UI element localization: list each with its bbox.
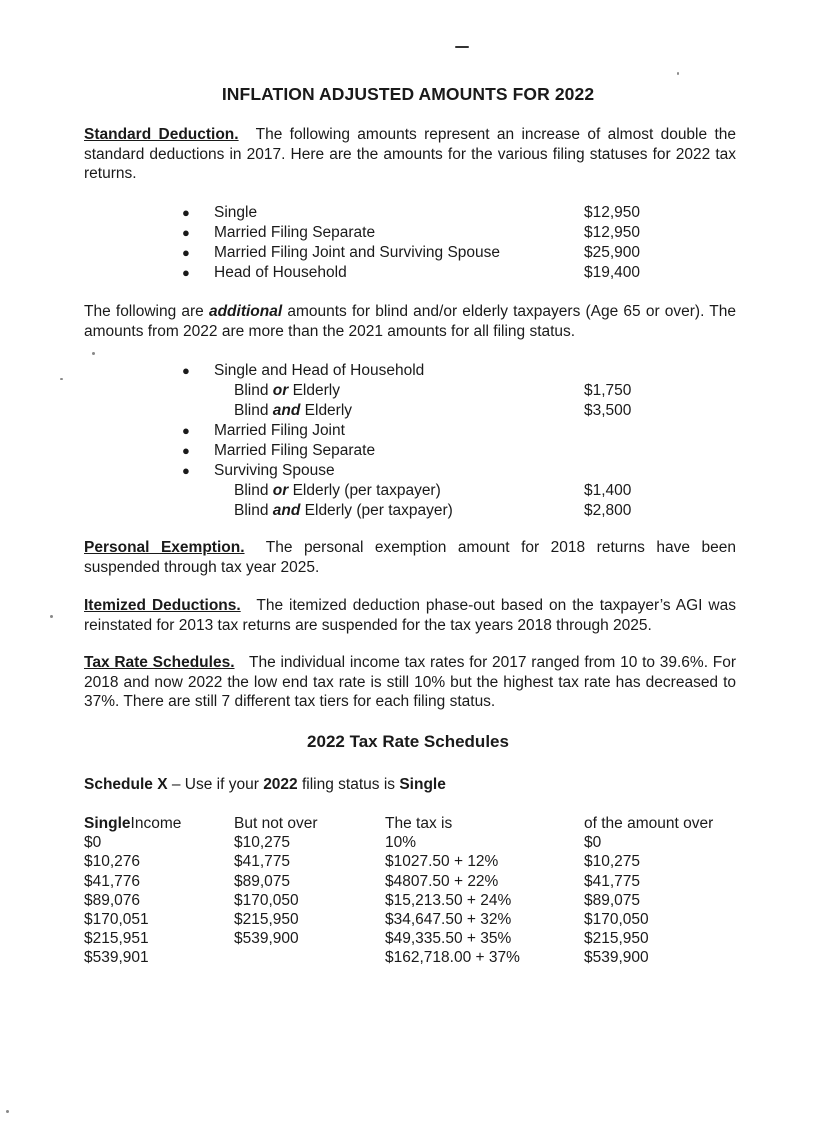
cell: $170,050: [234, 891, 299, 909]
schedule-subtitle: [84, 776, 446, 794]
tax-rate-schedules-heading: Tax Rate Schedules.: [84, 654, 235, 671]
header-but-not-over: But not over: [234, 815, 318, 832]
tax-rate-schedules-text: The individual income tax rates for 2017 ranged from 10 to 39.6%. For 2018 and now 2022 the low end tax rate is still 10% but the highest tax rate has decreased to 37%. There are still 7 different tax tiers for each filing status.: [84, 654, 737, 710]
bullet-icon: ●: [182, 265, 190, 280]
table-row: [84, 929, 744, 948]
sub-label: Blind or Elderly (per taxpayer): [234, 482, 441, 499]
tax-rate-table: [84, 814, 744, 968]
scan-artifact: [6, 1110, 9, 1113]
cell: $539,900: [584, 949, 649, 967]
sub-amount: $1,400: [584, 482, 632, 499]
cell: $539,901: [84, 949, 149, 967]
sub-label: Blind and Elderly: [234, 402, 353, 419]
cell: 10%: [385, 834, 417, 852]
cell: $215,951: [84, 930, 149, 948]
subtitle-status: Single: [399, 776, 446, 793]
subtitle-text: – Use if your: [167, 776, 264, 793]
cell: $10,275: [234, 834, 291, 852]
standard-deduction-list: [182, 203, 652, 283]
table-row: [84, 852, 744, 871]
cell: $10,275: [584, 853, 641, 871]
bullet-icon: ●: [182, 225, 190, 240]
sub-amount: $1,750: [584, 382, 632, 399]
scan-artifact: [60, 378, 63, 380]
bullet-icon: ●: [182, 463, 190, 478]
header-tax-is: The tax is: [385, 815, 453, 832]
subtitle-year: 2022: [263, 776, 298, 793]
personal-exemption-paragraph: [84, 538, 736, 577]
group-label: Married Filing Separate: [214, 442, 376, 459]
list-item: [182, 361, 652, 381]
sub-label: Blind or Elderly: [234, 382, 340, 399]
additional-text-before: The following are: [84, 303, 204, 320]
item-label: Married Filing Separate: [214, 224, 376, 241]
cell: $41,775: [234, 853, 291, 871]
table-header: [84, 814, 744, 833]
item-amount: $12,950: [584, 224, 641, 241]
itemized-deductions-text: The itemized deduction phase-out based on the taxpayer’s AGI was reinstated for 2013 tax returns are suspended for the tax years 2018 through 2025.: [84, 597, 736, 634]
cell: $15,213.50 + 24%: [385, 891, 512, 909]
bullet-icon: ●: [182, 245, 190, 260]
cell: $0: [584, 834, 602, 852]
header-amount-over: of the amount over: [584, 815, 714, 832]
list-item: [182, 421, 652, 441]
standard-deduction-text: The following amounts represent an increase of almost double the standard deductions in 2017. Here are the amounts for the various filing statuses for 2022 tax returns.: [84, 126, 736, 182]
item-amount: $25,900: [584, 244, 641, 261]
item-label: Married Filing Joint and Surviving Spouse: [214, 244, 501, 261]
table-row: [84, 872, 744, 891]
list-sub-item: [182, 381, 652, 401]
list-item: [182, 263, 652, 283]
tax-rate-schedules-paragraph: [84, 653, 736, 712]
list-item: [182, 441, 652, 461]
cell: $215,950: [234, 910, 299, 928]
subtitle-text: filing status is: [297, 776, 400, 793]
cell: $0: [84, 834, 102, 852]
itemized-deductions-paragraph: [84, 596, 736, 635]
bullet-icon: ●: [182, 205, 190, 220]
cell: $162,718.00 + 37%: [385, 949, 520, 967]
cell: $170,050: [584, 910, 649, 928]
cell: $539,900: [234, 930, 299, 948]
sub-amount: $2,800: [584, 502, 632, 519]
list-item: [182, 203, 652, 223]
list-item: [182, 243, 652, 263]
cell: $10,276: [84, 853, 141, 871]
table-row: [84, 948, 744, 967]
cell: $41,775: [584, 872, 641, 890]
additional-emphasis: additional: [208, 303, 283, 320]
additional-amounts-paragraph: [84, 302, 736, 341]
item-label: Head of Household: [214, 264, 347, 281]
table-row: [84, 891, 744, 910]
item-amount: $19,400: [584, 264, 641, 281]
schedule-name: Schedule X: [84, 776, 168, 793]
list-item: [182, 461, 652, 481]
scan-artifact: [455, 46, 469, 48]
standard-deduction-paragraph: [84, 125, 736, 184]
additional-amounts-list: [182, 361, 652, 521]
item-label: Single: [214, 204, 258, 221]
cell: $89,075: [234, 872, 291, 890]
cell: $41,776: [84, 872, 141, 890]
bullet-icon: ●: [182, 443, 190, 458]
cell: $215,950: [584, 930, 649, 948]
scan-artifact: [677, 72, 679, 75]
bullet-icon: ●: [182, 423, 190, 438]
header-income: Single Income: [84, 815, 182, 832]
cell: $89,076: [84, 891, 141, 909]
item-amount: $12,950: [584, 204, 641, 221]
itemized-deductions-heading: Itemized Deductions.: [84, 597, 241, 614]
personal-exemption-heading: Personal Exemption.: [84, 539, 245, 556]
sub-label: Blind and Elderly (per taxpayer): [234, 502, 453, 519]
list-sub-item: [182, 501, 652, 521]
scan-artifact: [50, 615, 53, 618]
document-title: INFLATION ADJUSTED AMOUNTS FOR 2022: [221, 84, 595, 104]
list-item: [182, 223, 652, 243]
cell: $49,335.50 + 35%: [385, 930, 512, 948]
scan-artifact: [92, 352, 95, 355]
list-sub-item: [182, 481, 652, 501]
cell: $1027.50 + 12%: [385, 853, 499, 871]
standard-deduction-heading: Standard Deduction.: [84, 126, 239, 143]
cell: $34,647.50 + 32%: [385, 910, 512, 928]
cell: $170,051: [84, 910, 149, 928]
sub-amount: $3,500: [584, 402, 632, 419]
schedule-title: 2022 Tax Rate Schedules: [307, 732, 509, 751]
group-label: Surviving Spouse: [214, 462, 335, 479]
group-label: Single and Head of Household: [214, 362, 425, 379]
list-sub-item: [182, 401, 652, 421]
table-row: [84, 910, 744, 929]
personal-exemption-text: The personal exemption amount for 2018 returns have been suspended through tax year 2025.: [84, 539, 736, 576]
group-label: Married Filing Joint: [214, 422, 345, 439]
additional-text-after: amounts for blind and/or elderly taxpayers (Age 65 or over). The amounts from 2022 are more than the 2021 amounts for all filing status.: [84, 303, 737, 340]
cell: $4807.50 + 22%: [385, 872, 499, 890]
bullet-icon: ●: [182, 363, 190, 378]
table-row: [84, 833, 744, 852]
cell: $89,075: [584, 891, 641, 909]
